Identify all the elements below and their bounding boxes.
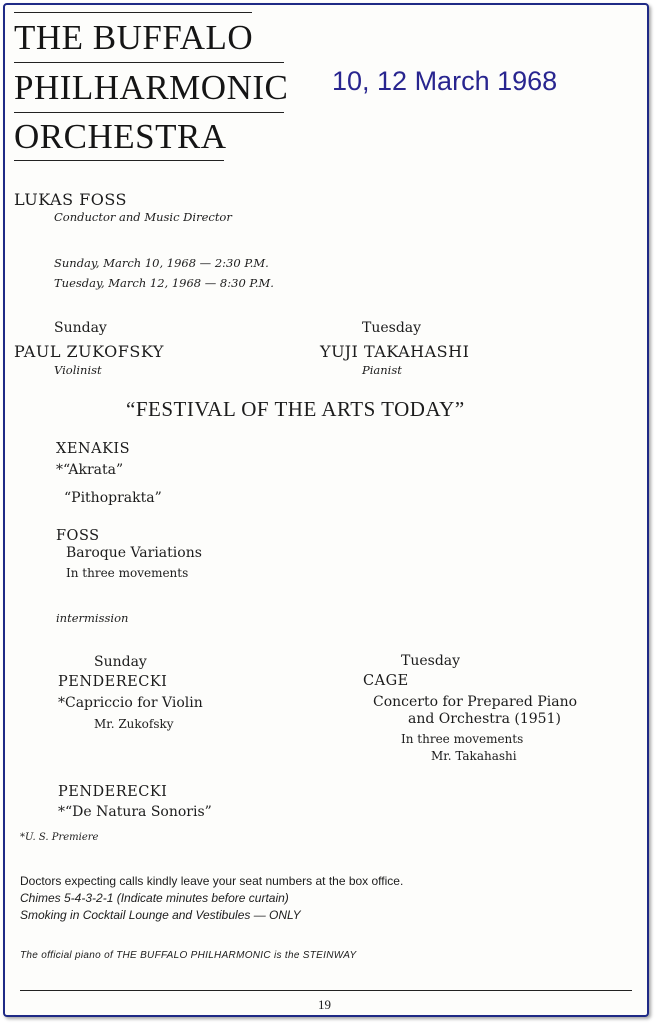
conductor-name: LUKAS FOSS [14, 190, 127, 209]
performance-date-2: Tuesday, March 12, 1968 — 8:30 P.M. [54, 276, 274, 290]
performance-date-1: Sunday, March 10, 1968 — 2:30 P.M. [54, 256, 269, 270]
festival-title: “FESTIVAL OF THE ARTS TODAY” [126, 397, 465, 421]
soloist-tuesday-day: Tuesday [362, 320, 422, 336]
tuesday-block-work-2: and Orchestra (1951) [408, 711, 561, 727]
title-rule-top [14, 12, 252, 13]
soloist-sunday-name: PAUL ZUKOFSKY [14, 342, 164, 361]
tuesday-block-performer: Mr. Takahashi [431, 749, 517, 763]
soloist-tuesday-instrument: Pianist [362, 363, 402, 377]
title-rule-3 [14, 112, 284, 113]
foss-composer: FOSS [56, 528, 100, 544]
soloist-sunday-instrument: Violinist [54, 363, 102, 377]
footer-rule [20, 990, 632, 991]
foss-work: Baroque Variations [66, 545, 202, 561]
title-line-1: THE BUFFALO [14, 18, 254, 57]
xenakis-work-1: *“Akrata” [56, 462, 124, 478]
xenakis-composer: XENAKIS [56, 441, 131, 457]
tuesday-block-day: Tuesday [401, 653, 461, 669]
title-rule-2 [14, 62, 284, 63]
premiere-note: *U. S. Premiere [20, 832, 99, 843]
piano-credit: The official piano of THE BUFFALO PHILHARMONIC is the STEINWAY [20, 950, 357, 961]
title-line-2: PHILHARMONIC [14, 68, 289, 107]
finale-composer: PENDERECKI [58, 784, 168, 800]
tuesday-block-note: In three movements [401, 732, 524, 746]
title-rule-bottom [14, 160, 224, 161]
soloist-sunday-day: Sunday [54, 320, 107, 336]
tuesday-block-composer: CAGE [363, 673, 409, 689]
sunday-block-work: *Capriccio for Violin [58, 695, 203, 711]
title-line-3: ORCHESTRA [14, 117, 227, 156]
xenakis-work-2: “Pithoprakta” [64, 490, 162, 506]
date-stamp: 10, 12 March 1968 [332, 66, 558, 96]
notice-smoking: Smoking in Cocktail Lounge and Vestibules — ONLY [20, 908, 301, 922]
notice-chimes: Chimes 5-4-3-2-1 (Indicate minutes before curtain) [20, 891, 289, 905]
notice-doctors: Doctors expecting calls kindly leave your seat numbers at the box office. [20, 874, 404, 888]
foss-note: In three movements [66, 566, 189, 580]
intermission: intermission [56, 611, 129, 625]
soloist-tuesday-name: YUJI TAKAHASHI [320, 342, 470, 361]
sunday-block-composer: PENDERECKI [58, 674, 168, 690]
tuesday-block-work-1: Concerto for Prepared Piano [373, 694, 578, 710]
sunday-block-performer: Mr. Zukofsky [94, 717, 174, 731]
conductor-role: Conductor and Music Director [54, 210, 232, 224]
page-number: 19 [318, 997, 331, 1012]
sunday-block-day: Sunday [94, 654, 147, 670]
finale-work: *“De Natura Sonoris” [58, 804, 212, 820]
